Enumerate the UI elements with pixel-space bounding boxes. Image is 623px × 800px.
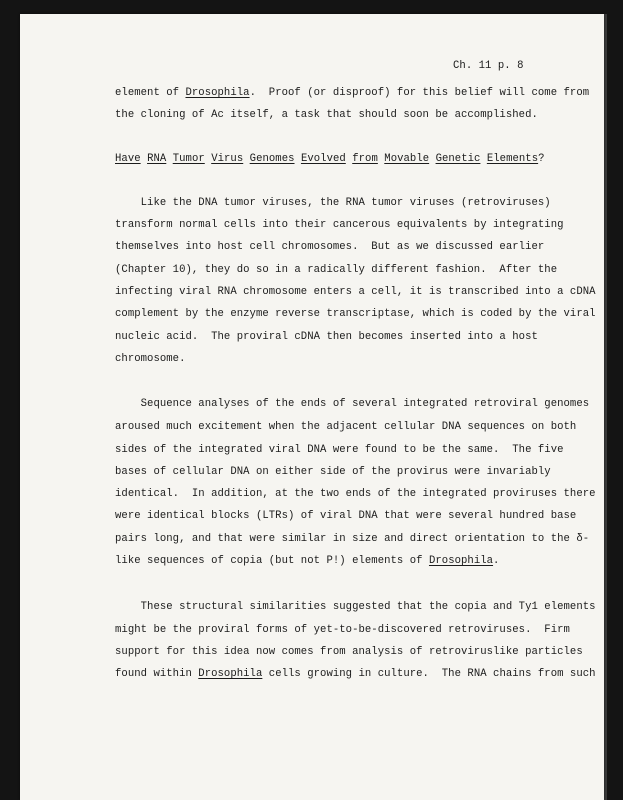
paragraph-3-line: were identical blocks (LTRs) of viral DNA that were several hundred base <box>115 510 577 522</box>
heading-word: Movable <box>384 153 430 165</box>
section-heading <box>115 153 545 165</box>
paragraph-2-line: nucleic acid. The proviral cDNA then becomes inserted into a host <box>115 331 538 343</box>
page-edge <box>604 14 607 800</box>
italic-term-drosophila: Drosophila <box>198 668 263 680</box>
paragraph-3-line: pairs long, and that were similar in size and direct orientation to the δ- <box>115 533 590 545</box>
paragraph-4-last-line <box>115 668 596 680</box>
heading-punctuation: ? <box>538 153 545 165</box>
page-reference: Ch. 11 p. 8 <box>453 60 524 72</box>
text-run: found within <box>115 668 199 680</box>
paragraph-3-line: aroused much excitement when the adjacent cellular DNA sequences on both <box>115 421 577 433</box>
paragraph-2-line: themselves into host cell chromosomes. But as we discussed earlier <box>115 241 545 253</box>
paragraph-4-line: might be the proviral forms of yet-to-be-discovered retroviruses. Firm <box>115 624 570 636</box>
paragraph-3-last-line <box>115 555 499 567</box>
text-run: . Proof (or disproof) for this belief will come from <box>249 87 590 99</box>
paragraph-1-line-1 <box>115 87 589 99</box>
paragraph-2-line: complement by the enzyme reverse transcriptase, which is coded by the viral <box>115 308 596 320</box>
paragraph-3-line: identical. In addition, at the two ends of the integrated proviruses there <box>115 488 596 500</box>
paragraph-4-line: support for this idea now comes from analysis of retroviruslike particles <box>115 646 583 658</box>
heading-word: Genomes <box>249 153 295 165</box>
heading-word: Virus <box>211 153 244 165</box>
text-run: like sequences of copia (but not P!) elements of <box>115 555 429 567</box>
text-run: . <box>493 555 500 567</box>
italic-term-drosophila: Drosophila <box>428 555 494 567</box>
paragraph-3-line: sides of the integrated viral DNA were found to be the same. The five <box>115 444 564 456</box>
paragraph-1-line-2: the cloning of Ac itself, a task that should soon be accomplished. <box>115 109 538 121</box>
text-run: element of <box>115 87 186 99</box>
heading-word: Elements <box>486 153 539 165</box>
paragraph-3-line: bases of cellular DNA on either side of the provirus were invariably <box>115 466 551 478</box>
heading-word: Evolved <box>300 153 346 165</box>
heading-word: Tumor <box>172 153 205 165</box>
heading-word: Genetic <box>435 153 481 165</box>
paragraph-2-line: transform normal cells into their cancerous equivalents by integrating <box>115 219 564 231</box>
paragraph-2-line: chromosome. <box>115 353 186 365</box>
heading-word: RNA <box>147 153 167 165</box>
paragraph-3-line: Sequence analyses of the ends of several integrated retroviral genomes <box>115 398 590 410</box>
text-run: cells growing in culture. The RNA chains from such <box>262 668 596 680</box>
paragraph-4-line: These structural similarities suggested that the copia and Ty1 elements <box>115 601 596 613</box>
paragraph-2-line: Like the DNA tumor viruses, the RNA tumor viruses (retroviruses) <box>115 197 551 209</box>
heading-word: Have <box>115 153 141 165</box>
heading-word: from <box>352 153 378 165</box>
italic-term-drosophila: Drosophila <box>185 87 250 99</box>
paragraph-2-line: infecting viral RNA chromosome enters a cell, it is transcribed into a cDNA <box>115 286 596 298</box>
paragraph-2-line: (Chapter 10), they do so in a radically different fashion. After the <box>115 264 558 276</box>
